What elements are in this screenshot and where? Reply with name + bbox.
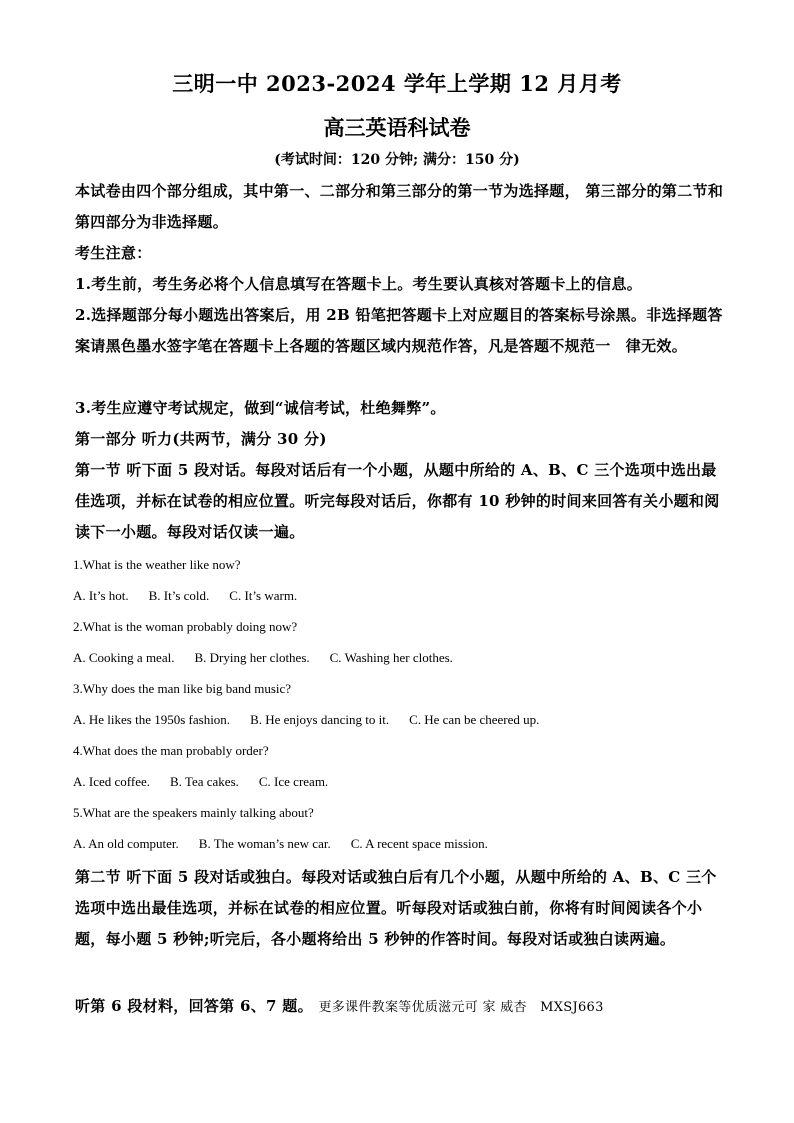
question-3-option-b: B. He enjoys dancing to it. — [250, 712, 390, 727]
material-6-prompt: 听第 6 段材料，回答第 6、7 题。 — [75, 997, 313, 1015]
question-1-options — [73, 587, 733, 605]
notice-heading: 考生注意： — [75, 244, 152, 262]
section2-instructions: 第二节 听下面 5 段对话或独白。每段对话或独白后有几个小题，从题中所给的 A、B、C 三个选项中选出最佳选项，并标在试卷的相应位置。听每段对话或独白前，你将有时间阅读各个小题，每小题 5 秒钟;听完后，各小题将给出 5 秒钟的作答时间。每段对话或独白读两遍。 — [75, 868, 717, 948]
question-3-option-c: C. He can be cheered up. — [409, 712, 540, 727]
question-1-option-a: A. It’s hot. — [73, 588, 129, 603]
question-1-option-b: B. It’s cold. — [148, 588, 210, 603]
question-4-option-c: C. Ice cream. — [258, 774, 329, 789]
note-2: 2.选择题部分每小题选出答案后，用 2B 铅笔把答题卡上对应题目的答案标号涂黑。非选择题答案请黑色墨水签字笔在答题卡上各题的答题区域内规范作答，凡是答题不规范一 律无效。 — [75, 306, 723, 355]
question-5-options — [73, 835, 733, 853]
question-2-option-c: C. Washing her clothes. — [329, 650, 453, 665]
question-2-options — [73, 649, 733, 667]
question-2-option-b: B. Drying her clothes. — [194, 650, 310, 665]
question-4-options — [73, 773, 733, 791]
question-5-option-c: C. A recent space mission. — [350, 836, 488, 851]
question-5-option-b: B. The woman’s new car. — [198, 836, 331, 851]
question-5-option-a: A. An old computer. — [73, 836, 179, 851]
note-3: 3.考生应遵守考试规定，做到“诚信考试，杜绝舞弊”。 — [75, 399, 446, 417]
question-3-option-a: A. He likes the 1950s fashion. — [73, 712, 231, 727]
exam-title: 三明一中 2023-2024 学年上学期 12 月月考 — [172, 71, 622, 96]
question-1-option-c: C. It’s warm. — [229, 588, 298, 603]
exam-info: (考试时间：120 分钟; 满分：150 分) — [274, 152, 520, 168]
question-4-option-b: B. Tea cakes. — [170, 774, 239, 789]
question-4-stem: 4.What does the man probably order? — [73, 743, 269, 758]
exam-subtitle: 高三英语科试卷 — [323, 115, 471, 140]
question-5-stem: 5.What are the speakers mainly talking about? — [73, 805, 314, 820]
question-1-stem: 1.What is the weather like now? — [73, 557, 241, 572]
structure-note: 本试卷由四个部分组成，其中第一、二部分和第三部分的第一节为选择题， 第三部分的第二节和第四部分为非选择题。 — [75, 182, 724, 231]
question-3-stem: 3.Why does the man like big band music? — [73, 681, 292, 696]
question-2-stem: 2.What is the woman probably doing now? — [73, 619, 298, 634]
question-3-options — [73, 711, 733, 729]
watermark-text: 更多课件教案等优质滋元可 家 威杏 MXSJ663 — [318, 1000, 604, 1015]
note-1: 1.考生前，考生务必将个人信息填写在答题卡上。考生要认真核对答题卡上的信息。 — [75, 275, 643, 293]
section1-instructions: 第一节 听下面 5 段对话。每段对话后有一个小题，从题中所给的 A、B、C 三个选项中选出最佳选项，并标在试卷的相应位置。听完每段对话后，你都有 10 秒钟的时间来回答有关小题和阅读下一小题。每段对话仅读一遍。 — [75, 461, 720, 541]
material-6-line — [75, 991, 725, 1023]
question-2-option-a: A. Cooking a meal. — [73, 650, 175, 665]
part1-heading: 第一部分 听力(共两节，满分 30 分) — [75, 430, 327, 448]
question-4-option-a: A. Iced coffee. — [73, 774, 150, 789]
